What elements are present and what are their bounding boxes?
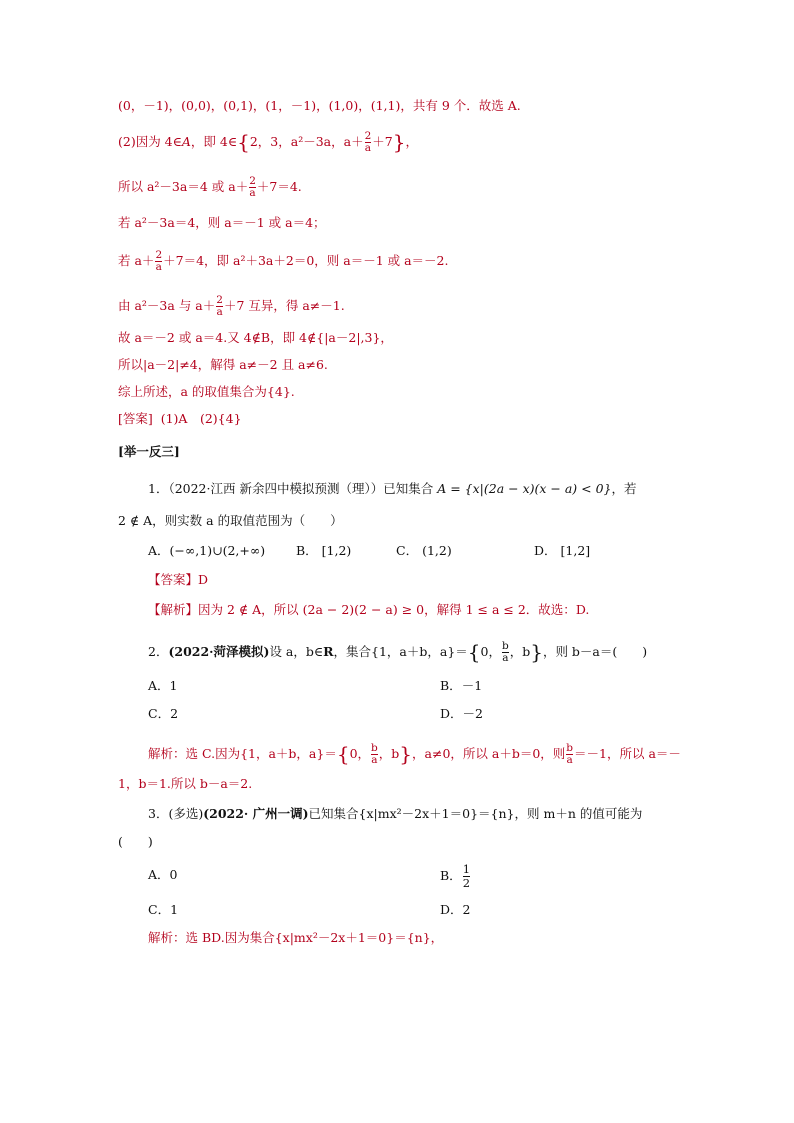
fraction-numerator: 2: [364, 130, 372, 142]
fraction-denominator: 2: [462, 876, 471, 890]
q2-option-c[interactable]: [148, 706, 178, 722]
fraction-denominator: a: [216, 306, 223, 318]
option-label: D．: [534, 543, 557, 558]
q3-stem-line-1: [148, 806, 642, 822]
q1-answer: [148, 572, 208, 588]
option-text: 2: [462, 902, 471, 917]
q2-stem-set: ，集合{1，a＋b，a}＝: [333, 644, 468, 659]
option-label: C．: [148, 706, 171, 721]
fraction-denominator: a: [502, 652, 509, 664]
answer-label: 【答案】: [148, 572, 199, 587]
fraction-2-over-a: [155, 250, 162, 273]
answer-label: [答案]: [118, 411, 153, 426]
q3-option-d[interactable]: [440, 902, 470, 918]
answer-value: D: [198, 572, 209, 587]
solution-line-7: 故 a＝－2 或 a＝4.又 4∉B，即 4∉{|a－2|,3}，: [118, 330, 393, 345]
fraction-numerator: 2: [155, 249, 163, 261]
option-text: [1,2]: [560, 543, 591, 558]
q3-option-a[interactable]: [148, 867, 177, 883]
q3-option-c[interactable]: [148, 902, 178, 918]
option-text: －2: [462, 706, 483, 721]
analysis-text: 因为 2 ∉ A，所以 (2a − 2)(2 − a) ≥ 0，解得 1 ≤ a ≤ 2．故选：: [198, 602, 576, 617]
option-label: B．: [296, 543, 318, 558]
right-brace: }: [392, 130, 406, 154]
analysis-label: 【解析】: [148, 602, 199, 617]
fraction-denominator: a: [364, 142, 372, 154]
option-label: C．: [396, 543, 419, 558]
q2-option-d[interactable]: [440, 706, 483, 722]
line3-part-b: ＋7＝4.: [256, 179, 302, 194]
option-text: －1: [461, 678, 483, 693]
section-header: [举一反三]: [118, 444, 180, 459]
solution-line-9: 综上所述，a 的取值集合为{4}.: [118, 384, 295, 399]
solution-line-5: [118, 250, 448, 273]
q2-set-zero: 0，: [349, 746, 371, 761]
fraction-numerator: 2: [249, 175, 256, 187]
fraction-denominator: a: [249, 187, 256, 199]
set-A-symbol: A: [181, 134, 191, 149]
q1-stem-line-2: 2 ∉ A，则实数 a 的取值范围为（ ）: [118, 513, 343, 528]
q1-option-c[interactable]: [396, 543, 452, 559]
fraction-numerator: b: [566, 742, 574, 754]
line2-set-part-b: ＋7: [372, 134, 393, 149]
fraction-denominator: a: [371, 754, 378, 766]
option-label: A．: [148, 867, 170, 882]
left-brace: {: [237, 130, 250, 154]
q3-number: 3．(多选): [148, 806, 204, 821]
fraction-2-over-a: [365, 131, 372, 154]
option-text: 1: [169, 678, 178, 693]
q3-source: (2022· 广州一调): [203, 806, 309, 821]
q2-set-b: ，b: [378, 746, 400, 761]
solution-line-2: [118, 131, 418, 154]
q2-analysis-line-2: 1，b＝1.所以 b－a＝2.: [118, 776, 253, 791]
q2-set-zero: 0，: [480, 644, 501, 659]
option-label: C．: [148, 902, 171, 917]
q2-analysis-line-1: [148, 743, 681, 766]
right-brace: }: [399, 742, 413, 766]
line2-prefix: (2)因为 4∈: [118, 134, 182, 149]
analysis-choice: D.: [575, 602, 590, 617]
option-text: 0: [169, 867, 178, 882]
option-label: B．: [440, 868, 462, 883]
q1-option-a[interactable]: [148, 543, 265, 559]
option-label: D．: [440, 902, 463, 917]
q1-analysis: [148, 602, 589, 618]
q2-set-b: ，b: [509, 644, 531, 659]
option-label: A．: [148, 543, 170, 558]
option-text: [1,2): [321, 543, 352, 558]
line3-part-a: 所以 a²－3a＝4 或 a＋: [118, 179, 249, 194]
q2-stem: [148, 641, 647, 664]
analysis-text: 解析：选 C.因为{1，a＋b，a}＝: [148, 746, 337, 761]
answer-line: [118, 411, 242, 427]
option-label: D．: [440, 706, 463, 721]
solution-line-1: (0，－1)，(0,0)，(0,1)，(1，－1)，(1,0)，(1,1)，共有 9 个．故选 A.: [118, 98, 521, 113]
line6-part-b: ＋7 互异，得 a≠－1.: [223, 298, 345, 313]
line2-set-part-a: 2，3，a²－3a，a＋: [249, 134, 364, 149]
real-numbers-symbol: R: [323, 644, 334, 659]
line2-end: ，: [405, 134, 418, 149]
line5-part-b: ＋7＝4，即 a²＋3a＋2＝0，则 a＝－1 或 a＝－2.: [163, 253, 449, 268]
analysis-text-mid: ，a≠0，所以 a＋b＝0，则: [412, 746, 566, 761]
q3-stem-text: 已知集合{x|mx²－2x＋1＝0}＝{n}，则 m＋n 的值可能为: [308, 806, 643, 821]
q2-option-a[interactable]: [148, 678, 177, 694]
q1-stem-text: 1．（2022·江西 新余四中模拟预测（理））已知集合: [148, 481, 434, 496]
q2-option-b[interactable]: [440, 678, 482, 694]
line6-part-a: 由 a²－3a 与 a＋: [118, 298, 216, 313]
solution-line-3: [118, 176, 302, 199]
fraction-numerator: b: [501, 640, 509, 652]
q2-stem-end: ，则 b－a＝( ): [542, 644, 648, 659]
fraction-numerator: 1: [462, 862, 471, 876]
solution-line-6: [118, 295, 345, 318]
q3-stem-line-2: ( ): [118, 834, 153, 849]
fraction-2-over-a: [249, 176, 256, 199]
fraction-2-over-a: [216, 295, 223, 318]
fraction-b-over-a: [566, 743, 573, 766]
q3-analysis: 解析：选 BD.因为集合{x|mx²－2x＋1＝0}＝{n}，: [148, 930, 444, 945]
option-text: 2: [170, 706, 179, 721]
option-text: (−∞,1)∪(2,+∞): [169, 543, 266, 558]
q1-set-expression: A = {x|(2a − x)(x − a) < 0}: [437, 481, 612, 496]
solution-line-4: 若 a²－3a＝4，则 a＝－1 或 a＝4；: [118, 215, 326, 230]
q1-stem-line-1: [148, 481, 637, 497]
fraction-b-over-a: [371, 743, 378, 766]
analysis-text-end: ＝－1，所以 a＝－: [574, 746, 681, 761]
left-brace: {: [467, 640, 481, 664]
option-text: 1: [170, 902, 179, 917]
fraction-denominator: a: [155, 261, 162, 273]
fraction-numerator: 2: [216, 294, 223, 306]
q1-stem-suffix: ，若: [611, 481, 637, 496]
fraction-b-over-a: [502, 641, 509, 664]
q3-option-b[interactable]: [440, 863, 471, 890]
q1-option-b[interactable]: [296, 543, 351, 559]
q2-stem-text: 设 a，b∈: [269, 644, 324, 659]
option-text: (1,2): [422, 543, 452, 558]
line5-part-a: 若 a＋: [118, 253, 155, 268]
option-label: B．: [440, 678, 462, 693]
q2-source: (2022·菏泽模拟): [168, 644, 270, 659]
q2-number: 2．: [148, 644, 169, 659]
fraction-denominator: a: [566, 754, 573, 766]
line2-mid: ，即 4∈: [190, 134, 238, 149]
fraction-numerator: b: [371, 742, 378, 754]
left-brace: {: [336, 742, 350, 766]
answer-text: (1)A (2){4}: [160, 411, 242, 426]
right-brace: }: [530, 640, 543, 664]
q1-option-d[interactable]: [534, 543, 590, 559]
solution-line-8: 所以|a－2|≠4，解得 a≠－2 且 a≠6.: [118, 357, 328, 372]
option-label: A．: [148, 678, 170, 693]
fraction-one-half: [463, 863, 470, 890]
